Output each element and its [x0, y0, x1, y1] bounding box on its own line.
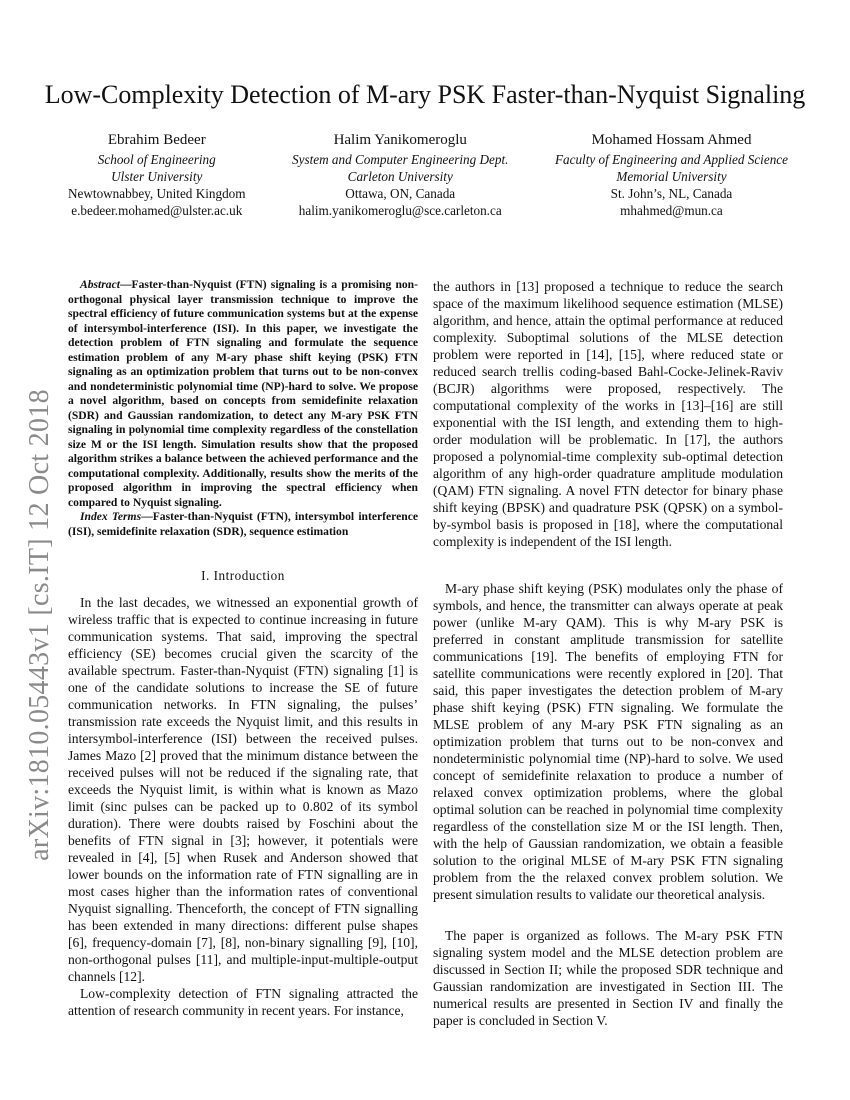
arxiv-identifier: arXiv:1810.05443v1 [cs.IT] 12 Oct 2018: [24, 389, 55, 861]
author-block: [68, 130, 788, 219]
body-paragraph-3: The paper is organized as follows. The M-ary PSK FTN signaling system model and the MLSE detection problem are discussed in Section II; while the proposed SDR technique and Gaussian randomization are investigated in Section III. The numerical results are presented in Section IV and finally the paper is concluded in Section V.: [433, 928, 783, 1028]
author-location: St. John’s, NL, Canada: [610, 186, 733, 201]
index-terms: [68, 510, 418, 539]
body-paragraph-1: the authors in [13] proposed a technique to reduce the search space of the maximum likelihood sequence estimation (MLSE) algorithm, and hence, attain the optimal performance at reduced complexity. Suboptimal solutions of the MLSE detection problem were reported in [14], [15], where reduced state or reduced search trellis coding-based Bahl-Cocke-Jelinek-Raviv (BCJR) algorithms were proposed, respectively. The computational complexity of the works in [13]–[16] are still exponential with the ISI length, and extending them to high-order modulation will be problematic. In [17], the authors proposed a polynomial-time complexity sub-optimal detection algorithm of any high-order quadrature amplitude modulation (QAM) FTN signaling. A novel FTN detector for binary phase shift keying (BPSK) and quadrature PSK (QPSK) on a symbol-by-symbol basis is proposed in [18], where the computational complexity is independent of the ISI length.: [433, 279, 783, 549]
abstract-text: —Faster-than-Nyquist (FTN) signaling is a promising non-orthogonal physical layer transmission technique to improve the spectral efficiency of future communication systems but at the expense of intersymbol-interference (ISI). In this paper, we investigate the detection problem of FTN signaling and formulate the sequence estimation problem of any M-ary phase shift keying (PSK) FTN signaling as an optimization problem that turns out to be non-convex and nondeterministic polynomial time (NP)-hard to solve. We propose a novel algorithm, based on concepts from semidefinite relaxation (SDR) and Gaussian randomization, to detect any M-ary PSK FTN signaling in polynomial time complexity regardless of the constellation size M or the ISI length. Simulation results show that the proposed algorithm strikes a balance between the achieved performance and the computational complexity. Additionally, results show the merits of the proposed algorithm in improving the spectral efficiency when compared to Nyquist signaling.: [68, 278, 418, 509]
author-location: Newtownabbey, United Kingdom: [68, 186, 246, 201]
author-org: Memorial University: [616, 169, 727, 184]
author-email: halim.yanikomeroglu@sce.carleton.ca: [298, 203, 502, 218]
author-3: [555, 130, 788, 219]
body-paragraph-2: M-ary phase shift keying (PSK) modulates only the phase of symbols, and hence, the transmitter can always operate at peak power (unlike M-ary QAM). This is why M-ary PSK is preferred in constant amplitude transmission for satellite communications [19]. The benefits of employing FTN for satellite communications were recently explored in [20]. That said, this paper investigates the detection problem of M-ary phase shift keying (PSK) FTN signaling. We formulate the MLSE problem of any M-ary PSK FTN signaling as an optimization problem that turns out to be non-convex and nondeterministic polynomial time (NP)-hard to solve. We used concept of semidefinite relaxation to produce a number of relaxed convex optimization problems, where the global optimal solution can be reached in polynomial time complexity regardless of the constellation size M or the ISI length. Then, with the help of Gaussian randomization, we obtain a feasible solution to the original MLSE of M-ary PSK FTN signaling problem from the the relaxed convex problem solution. We present simulation results to validate our theoretical analysis.: [433, 581, 783, 902]
intro-paragraph-1: In the last decades, we witnessed an exponential growth of wireless traffic that is expected to continue increasing in future communication systems. That said, improving the spectral efficiency (SE) becomes crucial given the scarcity of the available spectrum. Faster-than-Nyquist (FTN) signaling [1] is one of the candidate solutions to increase the SE of future communication networks. In FTN signaling, the pulses’ transmission rate exceeds the Nyquist limit, and this results in intersymbol-interference (ISI) between the received pulses. James Mazo [2] proved that the minimum distance between the received pulses will not be reduced if the signaling rate, that exceeds the Nyquist limit, is within what is known as Mazo limit (sinc pulses can be packed up to 0.802 of its symbol duration). There were doubts raised by Foschini about the benefits of FTN signal in [3]; however, it potentials were revealed in [4], [5] when Rusek and Anderson showed that lower bounds on the information rate of FTN signalling are in most cases higher than the information rates of conventional Nyquist signalling. Thenceforth, the concept of FTN signalling has been extended in many directions: different pulse shapes [6], frequency-domain [7], [8], non-binary signalling [9], [10], non-orthogonal pulses [11], and multiple-input-multiple-output channels [12].: [68, 595, 418, 984]
intro-paragraph-2: Low-complexity detection of FTN signaling attracted the attention of research community in recent years. For instance,: [68, 986, 418, 1018]
index-terms-label: Index Terms: [80, 510, 142, 523]
left-column: [68, 278, 418, 1019]
paragraph-spacer: [433, 903, 783, 927]
author-location: Ottawa, ON, Canada: [345, 186, 456, 201]
abstract-label: Abstract: [80, 278, 120, 291]
author-name: Halim Yanikomeroglu: [333, 132, 467, 148]
author-dept: Faculty of Engineering and Applied Science: [554, 152, 788, 167]
paragraph-spacer: [433, 550, 783, 580]
section-heading: I. Introduction: [201, 568, 285, 583]
abstract: [68, 278, 418, 510]
index-terms-text: —Faster-than-Nyquist (FTN), intersymbol interference (ISI), semidefinite relaxation (SDR), sequence estimation: [68, 510, 418, 538]
author-2: [292, 130, 508, 219]
right-column: [433, 278, 783, 1029]
author-dept: System and Computer Engineering Dept.: [292, 152, 509, 167]
author-org: Ulster University: [111, 169, 203, 184]
author-dept: School of Engineering: [97, 152, 216, 167]
author-email: e.bedeer.mohamed@ulster.ac.uk: [71, 203, 243, 218]
author-name: Ebrahim Bedeer: [107, 132, 206, 148]
author-name: Mohamed Hossam Ahmed: [591, 132, 752, 148]
paper-title: Low-Complexity Detection of M-ary PSK Faster-than-Nyquist Signaling: [44, 80, 806, 109]
author-org: Carleton University: [347, 169, 453, 184]
author-email: mhahmed@mun.ca: [620, 203, 723, 218]
author-1: [68, 130, 246, 219]
